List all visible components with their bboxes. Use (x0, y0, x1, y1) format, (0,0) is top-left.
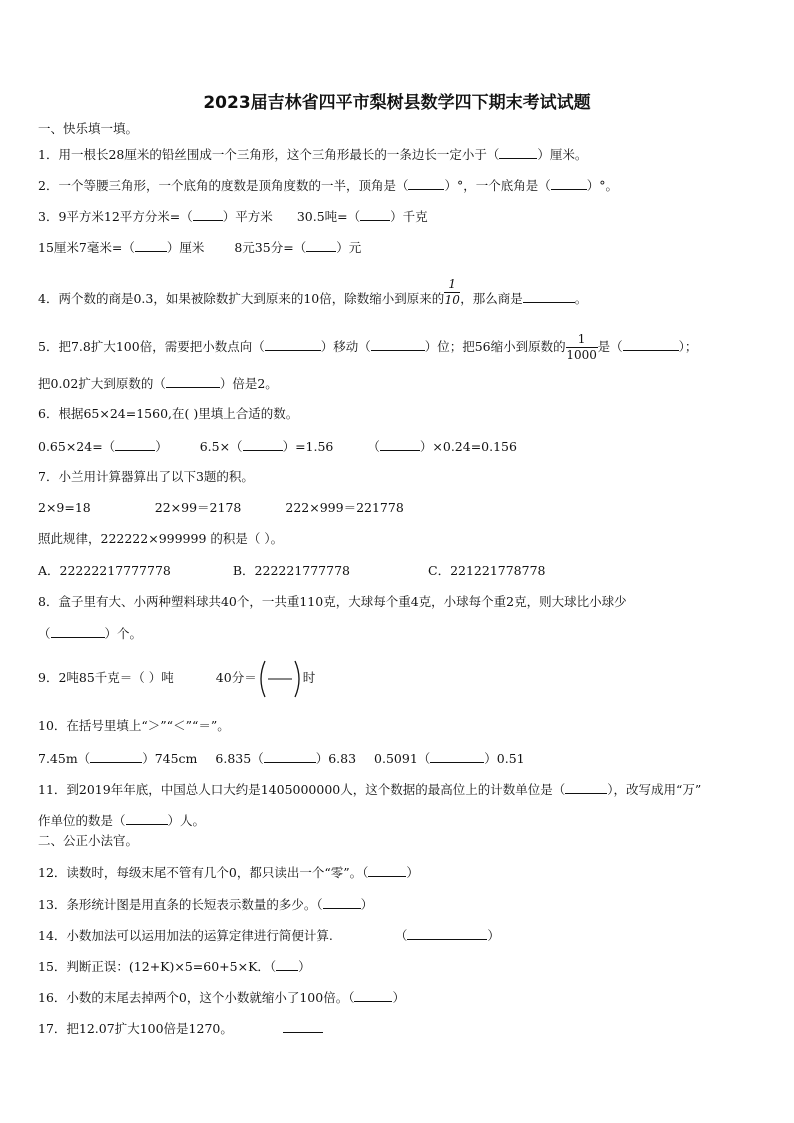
option-a[interactable]: A．22222217777778 (38, 563, 171, 578)
answer-blank[interactable] (407, 927, 487, 940)
answer-blank[interactable] (430, 750, 484, 763)
question-17: 17．把12.07扩大100倍是1270。 (38, 1020, 323, 1037)
option-c[interactable]: C．221221778778 (428, 563, 546, 578)
answer-blank[interactable] (306, 239, 336, 252)
question-1: 1．用一根长28厘米的铅丝围成一个三角形，这个三角形最长的一条边长一定小于（ ）厘米。 (38, 147, 588, 162)
answer-blank[interactable] (283, 1020, 323, 1033)
answer-blank[interactable] (115, 438, 155, 451)
question-7-options (38, 563, 546, 579)
answer-blank[interactable] (323, 896, 361, 909)
question-2: 2．一个等腰三角形，一个底角的度数是顶角度数的一半，顶角是（ ）°，一个底角是（ ）°。 (38, 178, 618, 193)
fraction-blank[interactable] (257, 659, 303, 699)
answer-blank[interactable] (371, 338, 425, 351)
question-8-line-2: （ ）个。 (38, 626, 143, 641)
question-5-line-1: 5．把7.8扩大100倍，需要把小数点向（ ）移动（ ）位；把56缩小到原数的 $\frac{1}{1000}$ 是（ ）； (38, 332, 698, 362)
question-3-line-2: 15厘米7毫米=（ ）厘米 8元35分=（ ）元 (38, 240, 362, 255)
page-title: 2023届吉林省四平市梨树县数学四下期末考试试题 (203, 93, 591, 113)
question-16: 16．小数的末尾去掉两个0，这个小数就缩小了100倍。（ ） (38, 990, 405, 1005)
answer-blank[interactable] (51, 625, 105, 638)
answer-blank[interactable] (360, 208, 390, 221)
answer-blank[interactable] (523, 290, 575, 303)
question-5-line-2: 把0.02扩大到原数的（ ）倍是2。 (38, 376, 278, 391)
answer-blank[interactable] (193, 208, 223, 221)
fraction-one-thousandth: $\frac{1}{1000}$ (566, 332, 597, 362)
answer-blank[interactable] (265, 338, 321, 351)
section-heading-1: 一、快乐填一填。 (38, 121, 139, 136)
answer-blank[interactable] (380, 438, 420, 451)
question-7-prompt: 照此规律，222222×999999 的积是（ ）。 (38, 531, 284, 546)
question-12: 12．读数时，每级末尾不管有几个0，都只读出一个“零”。（ ） (38, 865, 419, 880)
answer-blank[interactable] (90, 750, 142, 763)
answer-blank[interactable] (623, 338, 679, 351)
answer-blank[interactable] (126, 812, 168, 825)
answer-blank[interactable] (565, 781, 607, 794)
answer-blank[interactable] (166, 375, 220, 388)
question-7-examples: 2×9=18 22×99＝2178 222×999＝221778 (38, 500, 404, 515)
question-4: 4．两个数的商是0.3，如果被除数扩大到原来的10倍，除数缩小到原来的 $\frac{1}{10}$ ，那么商是 。 (38, 277, 588, 307)
question-6-items: 0.65×24=（ ） 6.5×（ ）=1.56 （ ）×0.24=0.156 (38, 439, 517, 454)
answer-blank[interactable] (368, 864, 406, 877)
answer-blank[interactable] (354, 989, 392, 1002)
answer-blank[interactable] (408, 177, 444, 190)
question-15: 15．判断正误：(12+K)×5=60+5×K．（ ） (38, 959, 311, 974)
question-13: 13．条形统计图是用直条的长短表示数量的多少。（ ） (38, 897, 374, 912)
fraction-one-tenth: $\frac{1}{10}$ (444, 277, 460, 307)
question-10: 10．在括号里填上“＞”“＜”“＝”。 (38, 718, 230, 733)
answer-blank[interactable] (243, 438, 283, 451)
answer-blank[interactable] (264, 750, 316, 763)
option-b[interactable]: B．222221777778 (232, 563, 350, 578)
question-10-items: 7.45m（ ）745cm 6.835（ ）6.83 0.5091（ ）0.51 (38, 751, 525, 766)
answer-blank[interactable] (135, 239, 167, 252)
question-11-line-1: 11．到2019年年底，中国总人口大约是1405000000人，这个数据的最高位上的计数单位是（ ），改写成用“万” (38, 782, 702, 797)
answer-blank[interactable] (551, 177, 587, 190)
question-9: 9．2吨85千克＝（ ）吨 40分＝ 时 (38, 658, 315, 699)
answer-blank[interactable] (276, 958, 298, 971)
question-3-line-1: 3．9平方米12平方分米=（ ）平方米 30.5吨=（ ）千克 (38, 209, 428, 224)
section-heading-2: 二、公正小法官。 (38, 833, 139, 848)
question-8-line-1: 8．盒子里有大、小两种塑料球共40个，一共重110克，大球每个重4克，小球每个重2克，则大球比小球少 (38, 594, 627, 609)
question-11-line-2: 作单位的数是（ ）人。 (38, 813, 206, 828)
question-6: 6．根据65×24=1560,在( )里填上合适的数。 (38, 406, 299, 421)
question-14: 14．小数加法可以运用加法的运算定律进行简便计算. （ ） (38, 928, 500, 943)
answer-blank[interactable] (499, 146, 537, 159)
question-7: 7．小兰用计算器算出了以下3题的积。 (38, 469, 254, 484)
